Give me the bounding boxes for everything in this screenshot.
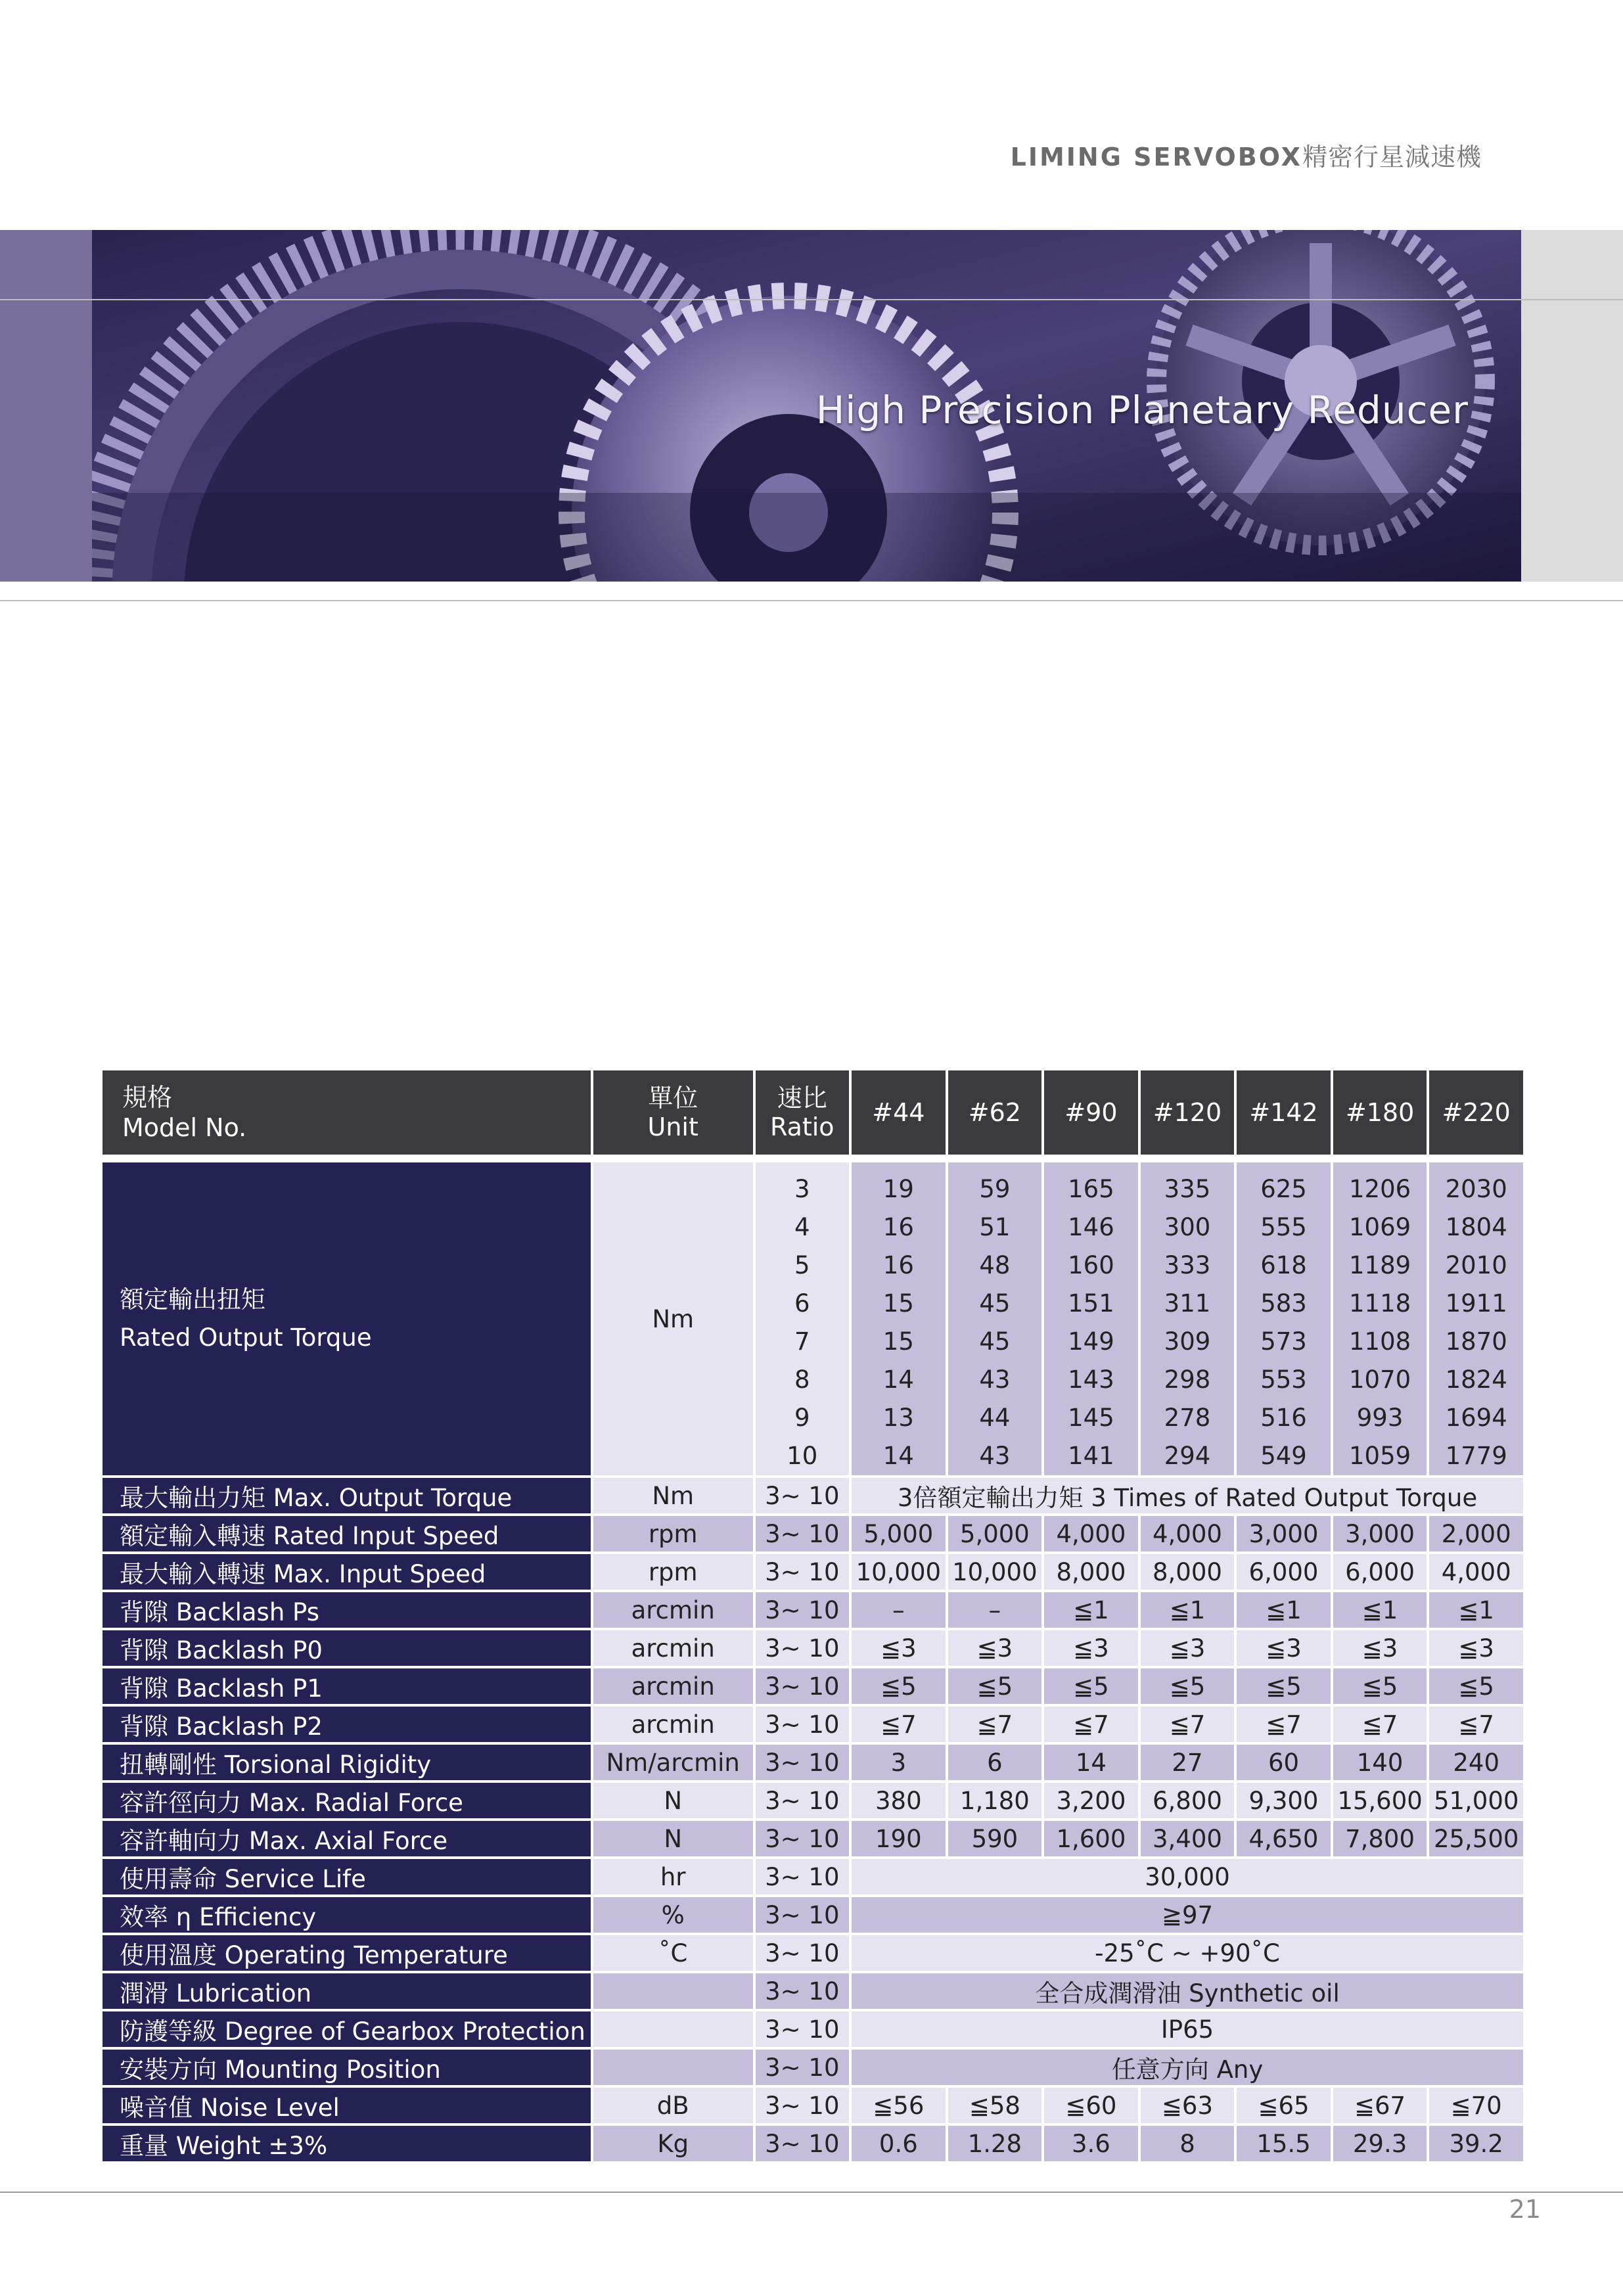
row-label: 背隙 Backlash P2 [103,1707,591,1742]
row-value: – [852,1592,946,1628]
row-span-value: ≧97 [852,1897,1523,1933]
torque-value: 160 [1068,1251,1114,1279]
torque-value: 1206 [1348,1175,1411,1203]
row-ratio: 3~ 10 [756,1668,850,1704]
row-ratio: 3~ 10 [756,1821,850,1856]
row-unit: N [593,1783,753,1818]
row-value: 29.3 [1333,2126,1427,2161]
table-row [103,1630,1523,1666]
torque-value: 294 [1164,1442,1211,1470]
row-ratio: 3~ 10 [756,2126,850,2161]
table-row [103,1478,1523,1513]
row-label: 容許徑向力 Max. Radial Force [103,1783,591,1818]
row-ratio: 3~ 10 [756,1592,850,1628]
row-value: ≦5 [948,1668,1042,1704]
torque-value: 59 [979,1175,1011,1203]
torque-value: 555 [1260,1213,1307,1241]
torque-value: 48 [979,1251,1011,1279]
torque-value: 14 [882,1442,914,1470]
row-value: 1.28 [948,2126,1042,2161]
torque-column [1044,1162,1138,1475]
row-value: ≦5 [1429,1668,1523,1704]
table-row [103,2050,1523,2085]
torque-unit: Nm [593,1162,753,1475]
hero-banner [0,230,1623,582]
row-value: ≦5 [1237,1668,1331,1704]
torque-ratio: 6 [794,1289,810,1318]
row-value: ≦1 [1141,1592,1235,1628]
row-ratio: 3~ 10 [756,1935,850,1971]
torque-value: 1070 [1348,1366,1411,1394]
row-value: ≦5 [1044,1668,1138,1704]
footer-rule [0,2192,1623,2193]
row-value: 8 [1141,2126,1235,2161]
row-value: 6,800 [1141,1783,1235,1818]
row-value: ≦1 [1044,1592,1138,1628]
torque-value: 993 [1356,1404,1404,1432]
header-model-62: #62 [948,1070,1042,1155]
torque-ratio: 8 [794,1366,810,1394]
spec-table [100,1068,1526,2164]
torque-value: 2030 [1445,1175,1507,1203]
header-unit-cn: 單位 [648,1084,698,1113]
row-label: 防護等級 Degree of Gearbox Protection [103,2011,591,2047]
torque-column [1237,1162,1331,1475]
row-value: ≦3 [1333,1630,1427,1666]
torque-value: 1059 [1348,1442,1411,1470]
row-label: 背隙 Backlash Ps [103,1592,591,1628]
table-row [103,1592,1523,1628]
row-value: – [948,1592,1042,1628]
row-unit: rpm [593,1516,753,1551]
row-ratio: 3~ 10 [756,1745,850,1780]
header-model-180: #180 [1333,1070,1427,1155]
row-label: 重量 Weight ±3% [103,2126,591,2161]
row-value: ≦7 [1333,1707,1427,1742]
brand-subtitle: 精密行星減速機 [1302,143,1482,172]
banner-title: High Precision Planetary Reducer [815,388,1469,432]
row-span-value: 全合成潤滑油 Synthetic oil [852,1973,1523,2009]
row-value: 25,500 [1429,1821,1523,1856]
row-label: 安裝方向 Mounting Position [103,2050,591,2085]
row-unit: N [593,1821,753,1856]
table-row [103,1707,1523,1742]
row-value: ≦7 [1141,1707,1235,1742]
torque-value: 45 [979,1327,1011,1356]
row-value: 4,650 [1237,1821,1331,1856]
row-value: ≦5 [1141,1668,1235,1704]
torque-value: 45 [979,1289,1011,1318]
torque-value: 16 [882,1251,914,1279]
torque-value: 1804 [1445,1213,1507,1241]
torque-value: 1870 [1445,1327,1507,1356]
torque-value: 1911 [1445,1289,1507,1318]
row-value: 14 [1044,1745,1138,1780]
row-ratio: 3~ 10 [756,1516,850,1551]
torque-label-cn: 額定輸出扭矩 [120,1285,265,1314]
row-value: ≦58 [948,2088,1042,2123]
row-value: 3,200 [1044,1783,1138,1818]
row-label: 背隙 Backlash P0 [103,1630,591,1666]
row-value: ≦5 [1333,1668,1427,1704]
torque-value: 143 [1068,1366,1114,1394]
torque-value: 146 [1068,1213,1114,1241]
torque-value: 1108 [1348,1327,1411,1356]
row-unit [593,1973,753,2009]
torque-column [1333,1162,1427,1475]
header-ratio-cn: 速比 [777,1084,827,1113]
row-value: 380 [852,1783,946,1818]
row-value: 6,000 [1333,1554,1427,1590]
row-ratio: 3~ 10 [756,1707,850,1742]
torque-value: 1189 [1348,1251,1411,1279]
torque-value: 333 [1164,1251,1211,1279]
torque-ratio: 3 [794,1175,810,1203]
torque-value: 145 [1068,1404,1114,1432]
torque-value: 618 [1260,1251,1307,1279]
torque-value: 335 [1164,1175,1211,1203]
header-ratio-en: Ratio [770,1113,834,1141]
row-value: 9,300 [1237,1783,1331,1818]
torque-value: 15 [882,1289,914,1318]
torque-value: 1069 [1348,1213,1411,1241]
torque-value: 16 [882,1213,914,1241]
table-row [103,1554,1523,1590]
table-row [103,2088,1523,2123]
row-value: 6,000 [1237,1554,1331,1590]
torque-value: 1694 [1445,1404,1507,1432]
header-unit [593,1070,753,1155]
row-unit: Nm [593,1478,753,1513]
row-label: 額定輸入轉速 Rated Input Speed [103,1516,591,1551]
table-row [103,1859,1523,1894]
row-value: ≦3 [852,1630,946,1666]
row-span-value: 30,000 [852,1859,1523,1894]
torque-value: 14 [882,1366,914,1394]
row-ratio: 3~ 10 [756,1859,850,1894]
torque-value: 15 [882,1327,914,1356]
header-model-en: Model No. [122,1113,247,1142]
row-value: 3 [852,1745,946,1780]
row-unit: Kg [593,2126,753,2161]
row-value: 0.6 [852,2126,946,2161]
row-value: ≦67 [1333,2088,1427,2123]
row-value: ≦7 [948,1707,1042,1742]
row-value: 3,000 [1237,1516,1331,1551]
row-ratio: 3~ 10 [756,1630,850,1666]
row-unit: rpm [593,1554,753,1590]
row-value: 60 [1237,1745,1331,1780]
row-label: 背隙 Backlash P1 [103,1668,591,1704]
page-number: 21 [1509,2195,1541,2224]
row-value: 1,180 [948,1783,1042,1818]
header-model-90: #90 [1044,1070,1138,1155]
row-unit [593,2050,753,2085]
torque-ratio: 9 [794,1404,810,1432]
table-row [103,2011,1523,2047]
torque-value: 141 [1068,1442,1114,1470]
row-value: 140 [1333,1745,1427,1780]
table-row [103,1516,1523,1551]
row-value: ≦63 [1141,2088,1235,2123]
row-value: 590 [948,1821,1042,1856]
torque-value: 549 [1260,1442,1307,1470]
banner-bottom-rule [0,600,1623,601]
row-unit: dB [593,2088,753,2123]
table-row [103,1783,1523,1818]
row-value: 4,000 [1429,1554,1523,1590]
row-value: 240 [1429,1745,1523,1780]
torque-column [1141,1162,1235,1475]
row-value: 15.5 [1237,2126,1331,2161]
torque-label [103,1162,591,1475]
row-ratio: 3~ 10 [756,1554,850,1590]
row-value: ≦7 [1044,1707,1138,1742]
row-unit: % [593,1897,753,1933]
row-value: 2,000 [1429,1516,1523,1551]
torque-column [852,1162,946,1475]
row-label: 效率 η Efficiency [103,1897,591,1933]
row-value: 3.6 [1044,2126,1138,2161]
banner-top-rule [0,299,1623,300]
torque-value: 43 [979,1366,1011,1394]
row-value: 8,000 [1141,1554,1235,1590]
row-value: 5,000 [948,1516,1042,1551]
row-value: ≦3 [1141,1630,1235,1666]
row-label: 容許軸向力 Max. Axial Force [103,1821,591,1856]
torque-value: 43 [979,1442,1011,1470]
row-label: 噪音值 Noise Level [103,2088,591,2123]
torque-ratio: 10 [787,1442,818,1470]
torque-value: 278 [1164,1404,1211,1432]
row-value: 5,000 [852,1516,946,1551]
header-model [103,1070,591,1155]
torque-value: 19 [882,1175,914,1203]
torque-value: 583 [1260,1289,1307,1318]
table-row [103,1745,1523,1780]
row-ratio: 3~ 10 [756,2088,850,2123]
header-model-220: #220 [1429,1070,1523,1155]
row-value: 39.2 [1429,2126,1523,2161]
torque-value: 1118 [1348,1289,1411,1318]
torque-ratio: 5 [794,1251,810,1279]
row-value: ≦7 [1237,1707,1331,1742]
row-value: ≦60 [1044,2088,1138,2123]
row-value: ≦3 [1237,1630,1331,1666]
table-row [103,1973,1523,2009]
table-row [103,1897,1523,1933]
row-value: ≦65 [1237,2088,1331,2123]
row-unit: hr [593,1859,753,1894]
table-row [103,2126,1523,2161]
torque-value: 2010 [1445,1251,1507,1279]
header-model-cn: 規格 [122,1083,173,1112]
row-value: 51,000 [1429,1783,1523,1818]
torque-value: 1824 [1445,1366,1507,1394]
torque-value: 1779 [1445,1442,1507,1470]
torque-value: 13 [882,1404,914,1432]
torque-ratio: 7 [794,1327,810,1356]
header-model-120: #120 [1141,1070,1235,1155]
row-span-value: -25˚C ~ +90˚C [852,1935,1523,1971]
row-label: 使用溫度 Operating Temperature [103,1935,591,1971]
header-model-44: #44 [852,1070,946,1155]
torque-value: 300 [1164,1213,1211,1241]
banner-right-strip [1521,230,1623,582]
row-unit [593,2011,753,2047]
row-ratio: 3~ 10 [756,2011,850,2047]
row-value: ≦70 [1429,2088,1523,2123]
table-header-row [103,1070,1523,1155]
row-value: 8,000 [1044,1554,1138,1590]
banner-left-strip [0,230,92,582]
row-span-value: IP65 [852,2011,1523,2047]
torque-label-en: Rated Output Torque [120,1323,372,1352]
table-row [103,1935,1523,1971]
row-unit: ˚C [593,1935,753,1971]
row-value: ≦3 [1044,1630,1138,1666]
row-value: ≦3 [1429,1630,1523,1666]
torque-ratios [756,1162,850,1475]
row-span-value: 3倍額定輸出力矩 3 Times of Rated Output Torque [852,1478,1523,1513]
row-value: ≦3 [948,1630,1042,1666]
torque-value: 151 [1068,1289,1114,1318]
torque-ratio: 4 [794,1213,810,1241]
table-row [103,1821,1523,1856]
torque-value: 516 [1260,1404,1307,1432]
row-value: ≦56 [852,2088,946,2123]
row-value: ≦7 [1429,1707,1523,1742]
row-value: 10,000 [948,1554,1042,1590]
row-value: 3,400 [1141,1821,1235,1856]
torque-value: 51 [979,1213,1011,1241]
row-ratio: 3~ 10 [756,1478,850,1513]
row-unit: arcmin [593,1668,753,1704]
torque-value: 311 [1164,1289,1211,1318]
row-unit: arcmin [593,1592,753,1628]
header-model-142: #142 [1237,1070,1331,1155]
torque-value: 44 [979,1404,1011,1432]
row-value: ≦1 [1429,1592,1523,1628]
row-value: 1,600 [1044,1821,1138,1856]
row-value: 6 [948,1745,1042,1780]
row-value: 3,000 [1333,1516,1427,1551]
row-value: ≦1 [1237,1592,1331,1628]
torque-value: 149 [1068,1327,1114,1356]
row-label: 使用壽命 Service Life [103,1859,591,1894]
row-value: 15,600 [1333,1783,1427,1818]
row-ratio: 3~ 10 [756,1783,850,1818]
torque-column [948,1162,1042,1475]
table-row [103,1668,1523,1704]
row-label: 潤滑 Lubrication [103,1973,591,2009]
torque-value: 165 [1068,1175,1114,1203]
torque-column [1429,1162,1523,1475]
row-value: 10,000 [852,1554,946,1590]
row-unit: arcmin [593,1707,753,1742]
header-unit-en: Unit [647,1113,698,1141]
brand-name: LIMING SERVOBOX [1010,143,1302,172]
row-unit: Nm/arcmin [593,1745,753,1780]
brand-header [1011,137,1482,173]
row-value: 7,800 [1333,1821,1427,1856]
row-label: 最大輸出力矩 Max. Output Torque [103,1478,591,1513]
row-ratio: 3~ 10 [756,2050,850,2085]
row-value: ≦7 [852,1707,946,1742]
row-ratio: 3~ 10 [756,1897,850,1933]
torque-value: 553 [1260,1366,1307,1394]
row-ratio: 3~ 10 [756,1973,850,2009]
row-value: ≦5 [852,1668,946,1704]
row-value: 4,000 [1044,1516,1138,1551]
row-value: ≦1 [1333,1592,1427,1628]
row-label: 扭轉剛性 Torsional Rigidity [103,1745,591,1780]
row-span-value: 任意方向 Any [852,2050,1523,2085]
row-unit: arcmin [593,1630,753,1666]
torque-row [103,1162,1523,1475]
row-value: 27 [1141,1745,1235,1780]
row-value: 4,000 [1141,1516,1235,1551]
row-label: 最大輸入轉速 Max. Input Speed [103,1554,591,1590]
torque-value: 298 [1164,1366,1211,1394]
row-value: 190 [852,1821,946,1856]
torque-value: 573 [1260,1327,1307,1356]
torque-value: 625 [1260,1175,1307,1203]
header-ratio [756,1070,850,1155]
torque-value: 309 [1164,1327,1211,1356]
